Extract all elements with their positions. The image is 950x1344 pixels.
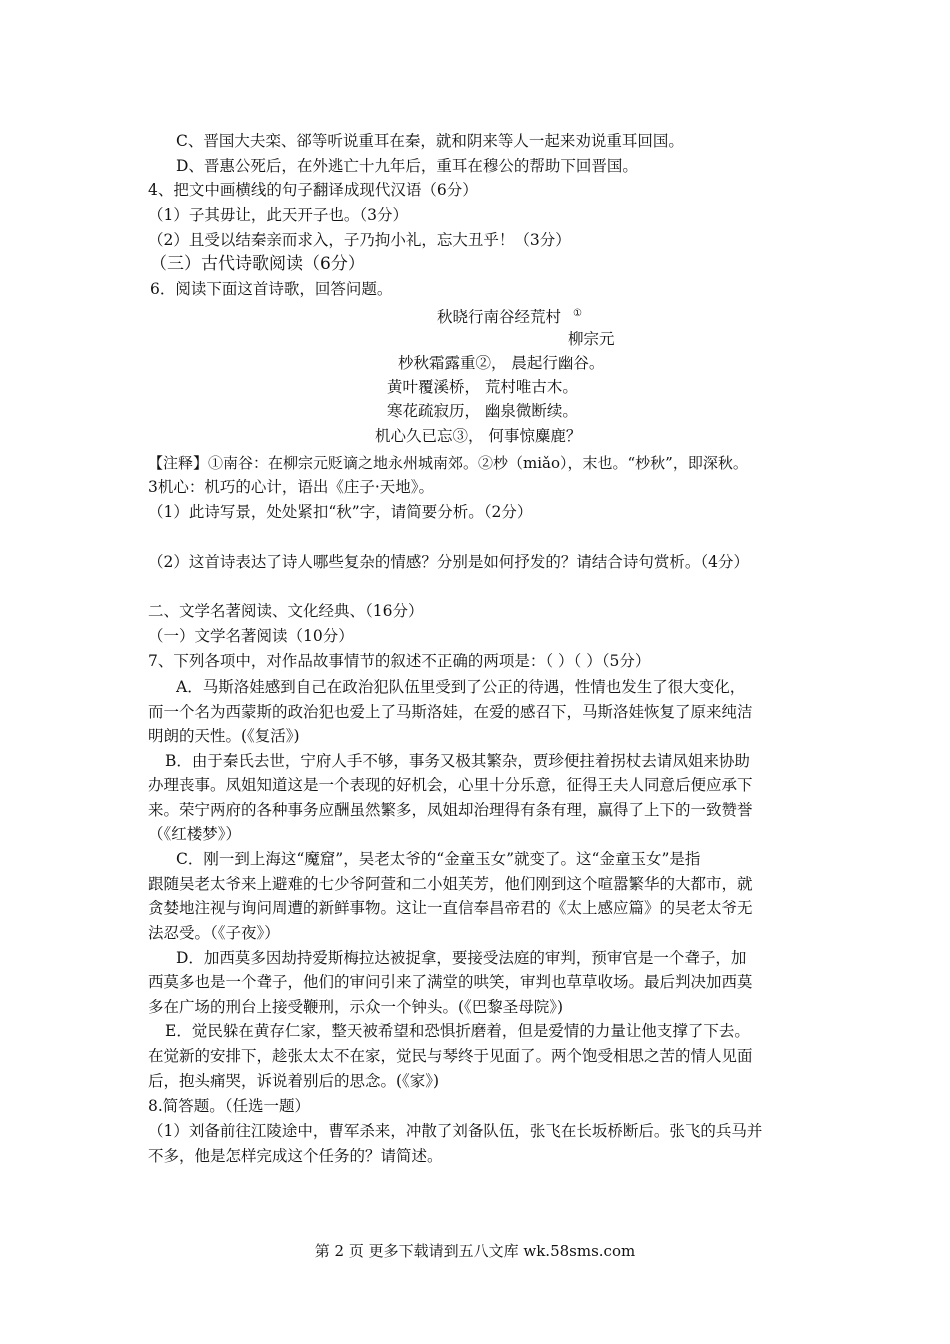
poem-line: 机心久已忘③， 何事惊麋鹿？ <box>375 427 582 445</box>
choice-e-line: 在觉新的安排下，趁张太太不在家，觉民与琴终于见面了。两个饱受相思之苦的情人见面 <box>148 1047 753 1065</box>
poem-title-text: 秋晓行南谷经荒村 <box>437 308 562 327</box>
question-6-sub-2: （2）这首诗表达了诗人哪些复杂的情感？分别是如何抒发的？请结合诗句赏析。（4分） <box>148 553 749 571</box>
choice-b-line: 来。荣宁两府的各种事务应酬虽然繁多，凤姐却治理得有条有理，赢得了上下的一致赞誉 <box>148 801 753 819</box>
choice-d-line: 多在广场的刑台上接受鞭刑，示众一个钟头。(《巴黎圣母院》) <box>148 998 564 1016</box>
question-8: 8.简答题。（任选一题） <box>148 1097 311 1115</box>
choice-d-line: D．加西莫多因劫持爱斯梅拉达被捉拿，要接受法庭的审判，预审官是一个聋子，加 <box>176 949 747 967</box>
question-4-title: 4、把文中画横线的句子翻译成现代汉语（6分） <box>148 181 478 199</box>
question-6: 6．阅读下面这首诗歌，回答问题。 <box>150 280 393 298</box>
choice-a-line: 明朗的天性。(《复活》) <box>148 727 300 745</box>
choice-d-line: 西莫多也是一个聋子，他们的审问引来了满堂的哄笑，审判也草草收场。最后判决加西莫 <box>148 973 753 991</box>
poem-line: 黄叶覆溪桥， 荒村唯古木。 <box>387 378 578 396</box>
choice-c-line: 贪婪地注视与询问周遭的新鲜事物。这让一直信奉昌帝君的《太上感应篇》的吴老太爷无 <box>148 899 753 917</box>
question-4-sub-1: （1）子其毋让，此天开子也。（3分） <box>148 206 408 224</box>
page-footer: 第 2 页 更多下载请到五八文库 wk.58sms.com <box>314 1242 636 1260</box>
question-4-sub-2: （2）且受以结秦亲而求入，子乃拘小礼，忘大丑乎！（3分） <box>148 231 571 249</box>
poem-author: 柳宗元 <box>568 330 615 348</box>
section-2-sub-heading: （一）文学名著阅读（10分） <box>148 627 354 645</box>
poem-note-2: 3机心：机巧的心计，语出《庄子·天地》。 <box>148 478 435 496</box>
poetry-section-heading: （三）古代诗歌阅读（6分） <box>150 254 365 274</box>
choice-c-line: 跟随吴老太爷来上避难的七少爷阿萱和二小姐芙芳，他们刚到这个喧嚣繁华的大都市，就 <box>148 875 753 893</box>
choice-b-line: 办理丧事。凤姐知道这是一个表现的好机会，心里十分乐意，征得王夫人同意后便应承下 <box>148 776 753 794</box>
poem-title-footnote-mark: ① <box>573 308 582 319</box>
choice-a-line: A．马斯洛娃感到自己在政治犯队伍里受到了公正的待遇，性情也发生了很大变化， <box>176 678 746 696</box>
choice-e-line: 后，抱头痛哭，诉说着别后的思念。(《家》) <box>148 1072 440 1090</box>
question-6-sub-1: （1）此诗写景，处处紧扣“秋”字，请简要分析。（2分） <box>148 503 533 521</box>
choice-b-line: B．由于秦氏去世，宁府人手不够，事务又极其繁杂，贾珍便拄着拐杖去请凤姐来协助 <box>165 752 750 770</box>
choice-b-line: （《红楼梦》） <box>148 825 242 843</box>
poem-line: 寒花疏寂历， 幽泉微断续。 <box>387 402 578 420</box>
question-7: 7、下列各项中，对作品故事情节的叙述不正确的两项是：（ ）（ ）（5分） <box>148 652 651 670</box>
choice-a-line: 而一个名为西蒙斯的政治犯也爱上了马斯洛娃，在爱的感召下，马斯洛娃恢复了原来纯洁 <box>148 703 753 721</box>
question-8-option-1: （1）刘备前往江陵途中，曹军杀来，冲散了刘备队伍，张飞在长坂桥断后。张飞的兵马并 <box>148 1122 763 1140</box>
choice-c-line: C．刚一到上海这“魔窟”，吴老太爷的“金童玉女”就变了。这“金童玉女”是指 <box>176 850 701 868</box>
question-8-option-1: 不多，他是怎样完成这个任务的？请简述。 <box>148 1147 443 1165</box>
poem-line: 杪秋霜露重②， 晨起行幽谷。 <box>398 354 605 372</box>
option-d: D、晋惠公死后，在外逃亡十九年后，重耳在穆公的帮助下回晋国。 <box>176 157 638 175</box>
poem-note-1: 【注释】①南谷：在柳宗元贬谪之地永州城南郊。②杪（miǎo），末也。“杪秋”，即深秋。 <box>148 454 748 472</box>
choice-e-line: E．觉民躲在黄存仁家，整天被希望和恐惧折磨着，但是爱情的力量让他支撑了下去。 <box>165 1022 750 1040</box>
section-2-heading: 二、文学名著阅读、文化经典、（16分） <box>148 602 424 620</box>
choice-c-line: 法忍受。（《子夜》） <box>148 924 280 942</box>
poem-title <box>437 302 582 329</box>
option-c: C、晋国大夫栾、郤等听说重耳在秦，就和阴来等人一起来劝说重耳回国。 <box>176 132 684 150</box>
